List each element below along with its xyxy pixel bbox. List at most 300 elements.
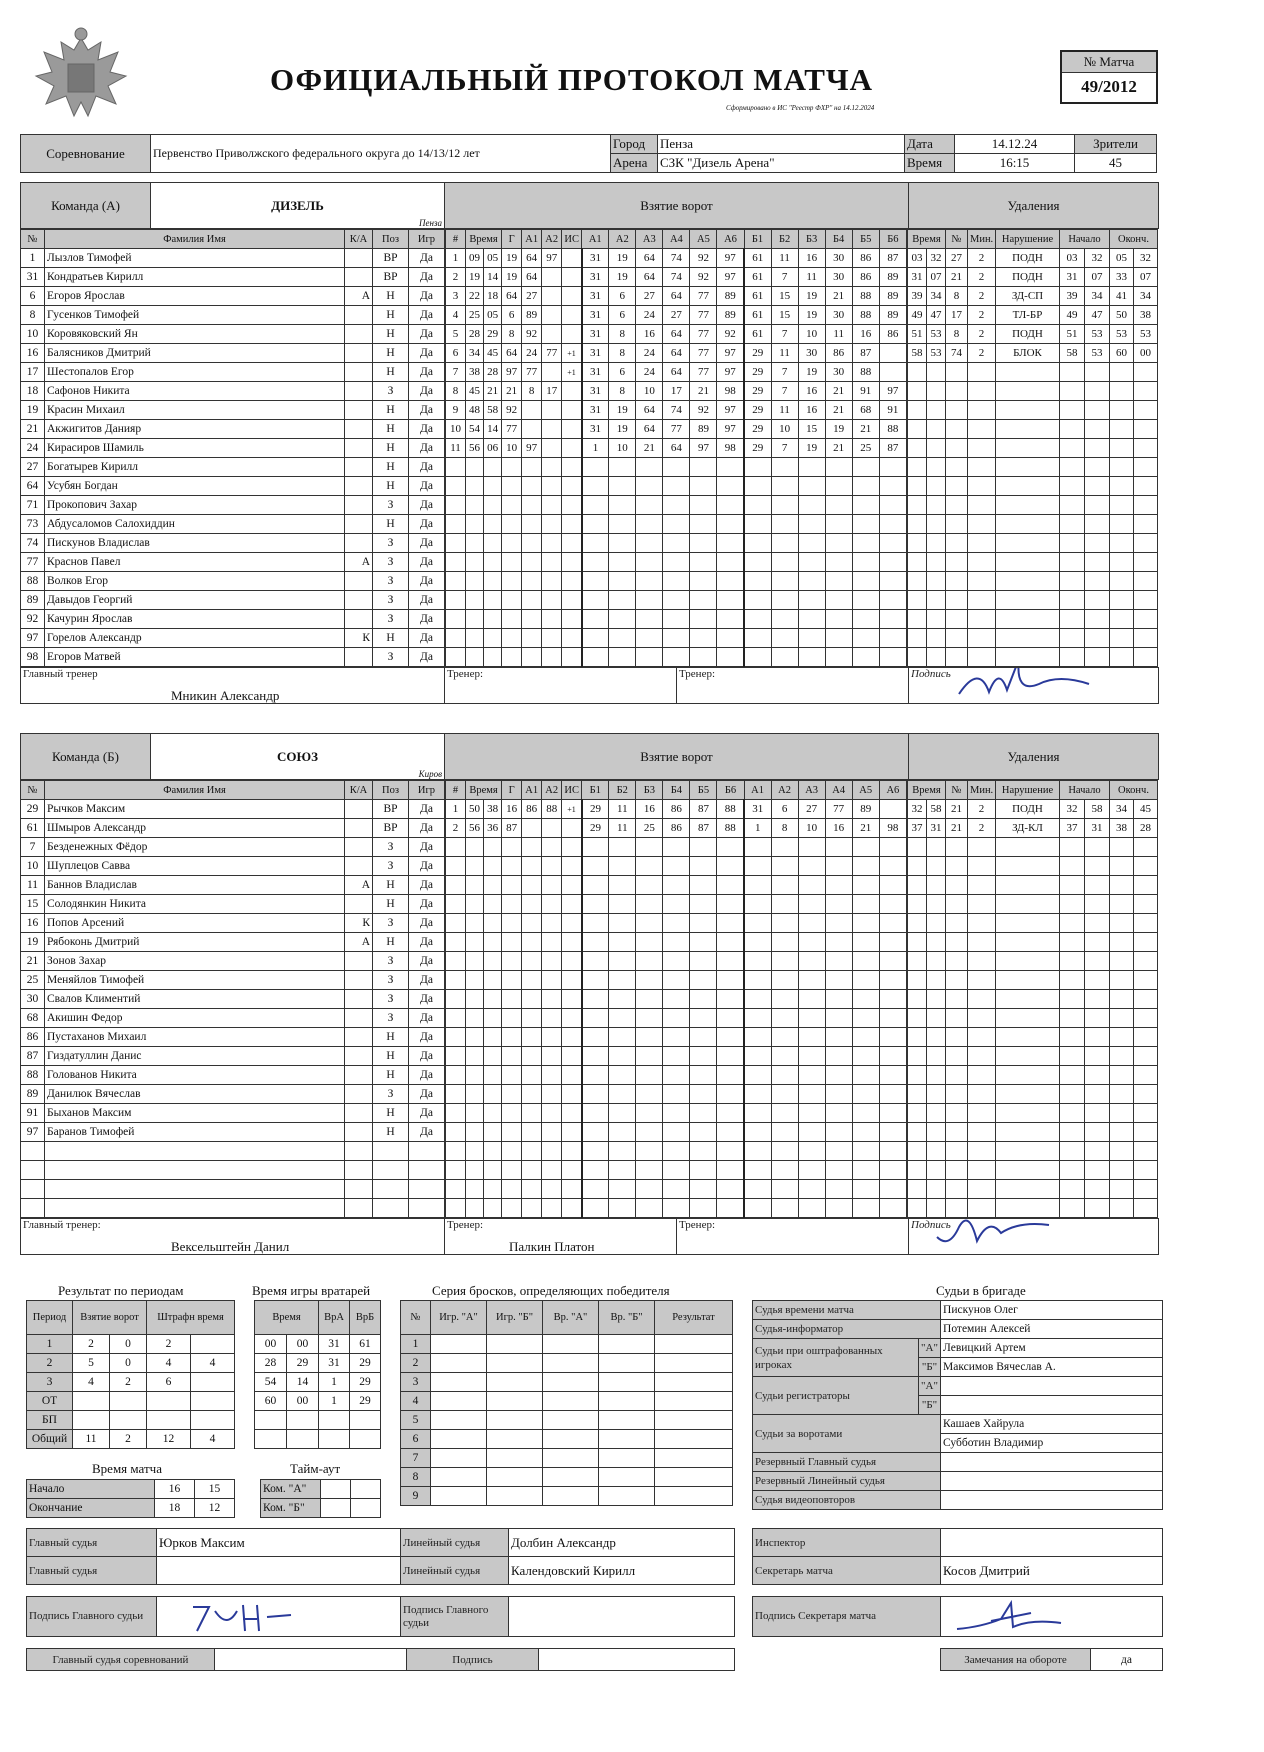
- goal-cell: [609, 1161, 636, 1180]
- penalty-cell: [1059, 458, 1084, 477]
- shootout-cell: [599, 1430, 655, 1449]
- shootout-cell: [599, 1468, 655, 1487]
- shootout-row: [401, 1335, 733, 1354]
- goal-cell: [542, 1180, 562, 1199]
- goal-cell: [744, 1123, 771, 1142]
- period-cell: БП: [27, 1411, 73, 1430]
- goal-row: [446, 1104, 907, 1123]
- goal-cell: [690, 1009, 717, 1028]
- penalty-cell: 34: [1110, 800, 1134, 819]
- goal-cell: [542, 268, 562, 287]
- goal-cell: [744, 648, 771, 667]
- goal-cell: 89: [717, 306, 744, 325]
- goal-cell: [542, 1123, 562, 1142]
- player-name: Зонов Захар: [45, 952, 345, 971]
- penalty-cell: [907, 382, 926, 401]
- goal-cell: [879, 1180, 906, 1199]
- player-position: [373, 1142, 409, 1161]
- goal-cell: 21: [825, 382, 852, 401]
- goal-cell: [466, 857, 484, 876]
- goal-cell: [636, 610, 663, 629]
- goal-cell: [825, 857, 852, 876]
- penalty-cell: [907, 458, 926, 477]
- penalty-cell: [907, 1009, 926, 1028]
- goal-cell: 89: [879, 268, 906, 287]
- goal-cell: [825, 648, 852, 667]
- player-number: 97: [21, 1123, 45, 1142]
- main-referee-1: Юрков Максим: [157, 1529, 401, 1557]
- goal-cell: 19: [798, 363, 825, 382]
- player-number: 6: [21, 287, 45, 306]
- goal-row: [446, 629, 907, 648]
- goal-cell: [852, 990, 879, 1009]
- penalty-cell: [1084, 534, 1109, 553]
- goalie-cell: [255, 1430, 287, 1449]
- goal-cell: 92: [522, 325, 542, 344]
- goal-cell: [562, 534, 582, 553]
- player-name: Горелов Александр: [45, 629, 345, 648]
- goal-cell: [663, 1199, 690, 1218]
- player-number: 74: [21, 534, 45, 553]
- col-shootout: Вр. "Б": [599, 1301, 655, 1335]
- col-p-num: №: [945, 781, 967, 800]
- goal-cell: [562, 439, 582, 458]
- goal-cell: 61: [744, 268, 771, 287]
- penalty-cell: [1110, 420, 1134, 439]
- penalty-cell: [945, 382, 967, 401]
- goal-cell: [502, 1199, 522, 1218]
- penalty-cell: [1110, 534, 1134, 553]
- player-role: А: [345, 553, 373, 572]
- goal-cell: [484, 1009, 502, 1028]
- shootout-cell: [599, 1335, 655, 1354]
- penalty-row: [907, 819, 1157, 838]
- goal-cell: 16: [825, 819, 852, 838]
- penalty-cell: [995, 610, 1059, 629]
- player-playing: Да: [409, 344, 445, 363]
- goal-cell: [562, 1104, 582, 1123]
- goal-cell: 92: [502, 401, 522, 420]
- penalty-cell: [1059, 477, 1084, 496]
- goal-cell: 29: [582, 800, 609, 819]
- penalty-cell: [1084, 382, 1109, 401]
- goal-cell: 7: [771, 382, 798, 401]
- col-on-ice: А1: [582, 230, 609, 249]
- penalty-cell: [907, 1104, 926, 1123]
- goal-cell: 06: [484, 439, 502, 458]
- goal-cell: [825, 1142, 852, 1161]
- official-name: Потемин Алексей: [941, 1320, 1163, 1339]
- col-goal-a2: А2: [542, 230, 562, 249]
- match-number: 49/2012: [1081, 77, 1137, 96]
- periods-table: [26, 1300, 235, 1449]
- penalty-cell: [967, 648, 995, 667]
- period-row: [27, 1392, 235, 1411]
- goal-cell: 88: [852, 363, 879, 382]
- goal-cell: [609, 477, 636, 496]
- goal-cell: [690, 1085, 717, 1104]
- shootout-cell: [655, 1487, 733, 1506]
- goal-cell: [663, 1066, 690, 1085]
- goal-cell: [717, 933, 744, 952]
- goal-cell: 64: [663, 344, 690, 363]
- penalty-cell: [907, 553, 926, 572]
- goal-cell: [609, 534, 636, 553]
- player-role: [345, 800, 373, 819]
- penalty-cell: 2: [967, 268, 995, 287]
- period-cell: 3: [27, 1373, 73, 1392]
- player-playing: Да: [409, 420, 445, 439]
- sign-secretary-label: Подпись Секретаря матча: [753, 1597, 941, 1637]
- goal-cell: 22: [466, 287, 484, 306]
- penalty-cell: 2: [967, 249, 995, 268]
- shootout-number: 5: [401, 1411, 431, 1430]
- goal-cell: [717, 553, 744, 572]
- goal-cell: [446, 933, 466, 952]
- col-p-start: Начало: [1059, 230, 1109, 249]
- competition-ref-label: Главный судья соревнований: [27, 1649, 215, 1671]
- goal-cell: [446, 1085, 466, 1104]
- goal-cell: [717, 990, 744, 1009]
- penalty-cell: [945, 1104, 967, 1123]
- player-name: Рябоконь Дмитрий: [45, 933, 345, 952]
- goal-cell: [879, 1066, 906, 1085]
- col-goal-scorer: Г: [502, 781, 522, 800]
- goal-cell: [582, 914, 609, 933]
- penalty-cell: [926, 1142, 945, 1161]
- official-name: Субботин Владимир: [941, 1434, 1163, 1453]
- col-on-ice: Б4: [663, 781, 690, 800]
- remarks-table: [940, 1648, 1163, 1671]
- official-row: [753, 1301, 1163, 1320]
- penalty-cell: [1134, 895, 1158, 914]
- goal-cell: [542, 838, 562, 857]
- penalty-cell: [1110, 1142, 1134, 1161]
- player-position: [373, 1161, 409, 1180]
- penalty-cell: [967, 838, 995, 857]
- penalty-cell: [926, 1180, 945, 1199]
- player-playing: Да: [409, 458, 445, 477]
- goal-cell: 86: [522, 800, 542, 819]
- player-name: Быханов Максим: [45, 1104, 345, 1123]
- team-a-goals-title: Взятие ворот: [445, 183, 909, 229]
- player-number: 73: [21, 515, 45, 534]
- team-a-city: Пенза: [419, 218, 442, 228]
- penalty-row: [907, 363, 1157, 382]
- goal-cell: [466, 572, 484, 591]
- goal-cell: [466, 876, 484, 895]
- period-cell: 2: [73, 1335, 110, 1354]
- col-goal-a1: А1: [522, 781, 542, 800]
- goal-cell: 11: [771, 249, 798, 268]
- goal-cell: 89: [852, 800, 879, 819]
- penalty-cell: 21: [945, 800, 967, 819]
- goalie-cell: 00: [287, 1335, 319, 1354]
- player-row: [21, 838, 445, 857]
- goal-cell: [771, 914, 798, 933]
- city: Пенза: [658, 135, 905, 154]
- col-goalie-a: ВрА: [319, 1301, 350, 1335]
- goal-cell: [582, 971, 609, 990]
- player-position: Н: [373, 401, 409, 420]
- goal-cell: 29: [744, 420, 771, 439]
- shootout-cell: [431, 1392, 487, 1411]
- goal-cell: 21: [825, 287, 852, 306]
- period-cell: 2: [110, 1430, 147, 1449]
- goal-cell: [582, 553, 609, 572]
- player-name: Шуплецов Савва: [45, 857, 345, 876]
- goal-cell: 92: [690, 249, 717, 268]
- time-label: Время: [905, 154, 955, 173]
- linesman-label: Линейный судья: [401, 1529, 509, 1557]
- player-row: [21, 895, 445, 914]
- player-position: Н: [373, 933, 409, 952]
- player-row: [21, 249, 445, 268]
- goal-cell: 19: [825, 420, 852, 439]
- goal-cell: [771, 591, 798, 610]
- goal-cell: 88: [717, 819, 744, 838]
- penalty-cell: [1134, 1009, 1158, 1028]
- goal-cell: [825, 952, 852, 971]
- goal-cell: 6: [609, 287, 636, 306]
- goal-cell: 61: [744, 287, 771, 306]
- penalty-cell: [907, 990, 926, 1009]
- goal-cell: 29: [582, 819, 609, 838]
- penalty-cell: [945, 1085, 967, 1104]
- goal-cell: 8: [609, 382, 636, 401]
- player-position: З: [373, 1009, 409, 1028]
- goal-cell: [582, 1066, 609, 1085]
- penalty-cell: [945, 363, 967, 382]
- goal-cell: [484, 952, 502, 971]
- goal-cell: 31: [582, 363, 609, 382]
- penalty-cell: 49: [1059, 306, 1084, 325]
- goal-cell: [771, 610, 798, 629]
- player-row: [21, 876, 445, 895]
- goal-cell: 10: [771, 420, 798, 439]
- penalty-cell: [926, 1161, 945, 1180]
- goal-cell: [717, 496, 744, 515]
- goal-cell: [852, 1161, 879, 1180]
- penalty-cell: [1110, 439, 1134, 458]
- goal-cell: [502, 1180, 522, 1199]
- goal-cell: [522, 971, 542, 990]
- penalty-cell: [945, 1199, 967, 1218]
- goal-cell: 10: [502, 439, 522, 458]
- player-name: Егоров Ярослав: [45, 287, 345, 306]
- player-playing: Да: [409, 401, 445, 420]
- player-role: [345, 1161, 373, 1180]
- player-number: [21, 1161, 45, 1180]
- shootout-row: [401, 1430, 733, 1449]
- goal-cell: [609, 857, 636, 876]
- penalty-cell: [1110, 895, 1134, 914]
- penalty-cell: [995, 1180, 1059, 1199]
- goal-cell: [446, 1104, 466, 1123]
- period-cell: 2: [110, 1373, 147, 1392]
- goal-cell: [542, 1199, 562, 1218]
- goal-cell: [690, 1161, 717, 1180]
- goal-cell: 7: [771, 439, 798, 458]
- penalty-cell: [967, 1028, 995, 1047]
- goal-cell: [562, 477, 582, 496]
- player-role: [345, 952, 373, 971]
- period-cell: [73, 1411, 110, 1430]
- goal-cell: 89: [879, 287, 906, 306]
- goal-cell: [562, 249, 582, 268]
- col-num: №: [21, 781, 45, 800]
- goal-cell: [502, 515, 522, 534]
- goal-cell: [582, 1028, 609, 1047]
- goal-cell: [562, 268, 582, 287]
- col-on-ice: А1: [744, 781, 771, 800]
- goal-row: [446, 287, 907, 306]
- penalty-cell: 49: [907, 306, 926, 325]
- penalty-cell: [995, 591, 1059, 610]
- penalty-cell: 2: [967, 819, 995, 838]
- shootout-title: Серия бросков, определяющих победителя: [432, 1283, 670, 1298]
- player-name: Кирасиров Шамиль: [45, 439, 345, 458]
- goal-cell: [717, 838, 744, 857]
- goal-cell: [825, 990, 852, 1009]
- goal-cell: [744, 572, 771, 591]
- penalty-cell: [907, 1047, 926, 1066]
- player-row: [21, 1199, 445, 1218]
- penalty-cell: [945, 439, 967, 458]
- player-number: 88: [21, 572, 45, 591]
- goal-cell: 16: [798, 401, 825, 420]
- goal-cell: [562, 1180, 582, 1199]
- goal-row: [446, 553, 907, 572]
- goal-cell: [636, 477, 663, 496]
- goal-cell: [542, 477, 562, 496]
- spectators-label: Зрители: [1075, 135, 1157, 154]
- goal-row: [446, 534, 907, 553]
- player-role: [345, 382, 373, 401]
- goal-cell: [690, 838, 717, 857]
- penalty-cell: 03: [907, 249, 926, 268]
- goal-cell: 88: [852, 306, 879, 325]
- arena-label: Арена: [611, 154, 658, 173]
- penalty-cell: [1110, 838, 1134, 857]
- goal-cell: [744, 534, 771, 553]
- goal-cell: 27: [522, 287, 542, 306]
- goalie-row: [255, 1411, 381, 1430]
- team-b-name: СОЮЗ: [277, 748, 318, 764]
- penalty-cell: [1084, 933, 1109, 952]
- goal-cell: 91: [852, 382, 879, 401]
- penalty-cell: 2: [967, 287, 995, 306]
- goal-cell: [798, 610, 825, 629]
- official-row: [753, 1377, 1163, 1396]
- col-goal-a2: А2: [542, 781, 562, 800]
- goal-cell: 97: [717, 268, 744, 287]
- penalty-cell: [1134, 838, 1158, 857]
- penalty-cell: [1110, 876, 1134, 895]
- goal-cell: [466, 1028, 484, 1047]
- goal-cell: 87: [690, 800, 717, 819]
- goal-cell: [446, 572, 466, 591]
- goal-cell: [484, 648, 502, 667]
- goal-cell: [744, 496, 771, 515]
- penalty-cell: [1084, 648, 1109, 667]
- player-position: Н: [373, 306, 409, 325]
- player-row: [21, 496, 445, 515]
- penalty-cell: [1059, 952, 1084, 971]
- col-p-viol: Нарушение: [995, 230, 1059, 249]
- penalty-cell: [995, 895, 1059, 914]
- team-b-coach-1: Палкин Платон: [509, 1239, 595, 1254]
- penalty-cell: [926, 420, 945, 439]
- col-period-goals: Взятие ворот: [73, 1301, 147, 1335]
- goal-cell: 74: [663, 268, 690, 287]
- player-position: З: [373, 838, 409, 857]
- penalty-cell: [1110, 1104, 1134, 1123]
- penalty-cell: [1059, 1066, 1084, 1085]
- penalty-cell: [967, 1142, 995, 1161]
- goal-cell: [582, 534, 609, 553]
- col-period: Период: [27, 1301, 73, 1335]
- official-name: [941, 1377, 1163, 1396]
- penalty-cell: [1059, 591, 1084, 610]
- penalty-cell: [995, 1142, 1059, 1161]
- penalty-cell: [1059, 401, 1084, 420]
- player-position: ВР: [373, 800, 409, 819]
- team-b-goals: [445, 780, 907, 1218]
- period-row: [27, 1373, 235, 1392]
- competition-ref-signature-label: Подпись: [407, 1649, 539, 1671]
- penalty-cell: 2: [967, 325, 995, 344]
- goal-cell: 30: [825, 268, 852, 287]
- penalty-cell: [926, 591, 945, 610]
- penalty-cell: [1134, 439, 1158, 458]
- goal-cell: [717, 1028, 744, 1047]
- player-position: [373, 1199, 409, 1218]
- penalty-cell: [926, 914, 945, 933]
- goal-cell: [825, 838, 852, 857]
- penalty-cell: [1084, 876, 1109, 895]
- col-goal-time: Время: [466, 230, 502, 249]
- player-role: [345, 458, 373, 477]
- penalty-cell: [995, 952, 1059, 971]
- player-position: Н: [373, 1028, 409, 1047]
- penalty-cell: [1059, 933, 1084, 952]
- goal-cell: 29: [744, 344, 771, 363]
- penalty-row: [907, 1161, 1157, 1180]
- goal-cell: [717, 1066, 744, 1085]
- goal-cell: [852, 1047, 879, 1066]
- goal-cell: 15: [771, 306, 798, 325]
- goal-cell: [446, 591, 466, 610]
- penalty-cell: [907, 1199, 926, 1218]
- goal-cell: 64: [636, 268, 663, 287]
- penalty-cell: [1134, 933, 1158, 952]
- goal-cell: [542, 325, 562, 344]
- goal-cell: [522, 1180, 542, 1199]
- penalty-cell: 8: [945, 325, 967, 344]
- player-position: ВР: [373, 249, 409, 268]
- col-p-end: Оконч.: [1110, 781, 1158, 800]
- penalty-row: [907, 268, 1157, 287]
- goal-cell: [582, 857, 609, 876]
- goal-cell: 19: [466, 268, 484, 287]
- player-number: 29: [21, 800, 45, 819]
- goal-cell: [852, 1028, 879, 1047]
- penalty-cell: [967, 1104, 995, 1123]
- player-number: 19: [21, 933, 45, 952]
- goal-cell: [798, 496, 825, 515]
- goal-cell: 8: [609, 344, 636, 363]
